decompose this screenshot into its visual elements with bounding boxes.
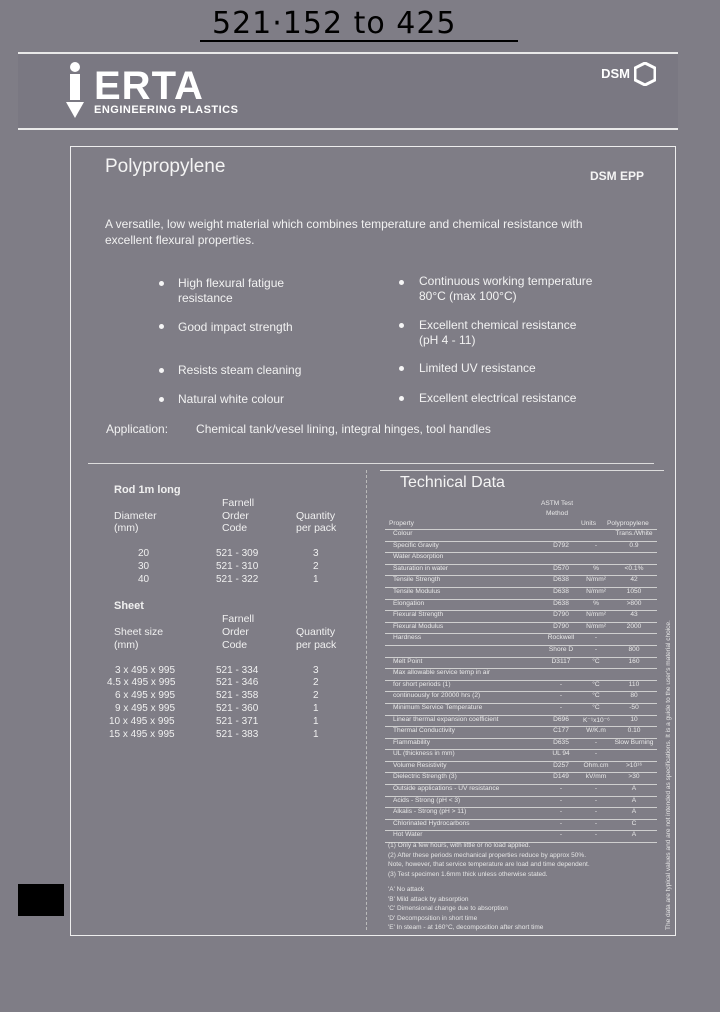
tech-method: - bbox=[559, 831, 563, 839]
tech-property: Saturation in water bbox=[393, 564, 448, 572]
application-line bbox=[106, 422, 491, 436]
side-disclaimer: The data are typical values and are not intended as specifications. It is a guide to the user's material choice. bbox=[665, 620, 672, 930]
rod-col2-line3: Code bbox=[222, 522, 248, 534]
tech-value: 0.9 bbox=[629, 541, 639, 549]
tech-value: <0.1% bbox=[624, 564, 644, 572]
tech-method: UL 94 bbox=[552, 750, 570, 758]
tech-method: - bbox=[559, 796, 563, 804]
tech-row bbox=[385, 727, 657, 739]
tech-units: - bbox=[594, 645, 598, 653]
tech-row bbox=[385, 762, 657, 774]
sheet-size: 4.5 x 495 x 995 bbox=[107, 677, 176, 688]
side-disclaimer-box bbox=[665, 500, 677, 930]
tech-method: Rockwell bbox=[547, 634, 575, 642]
note-line: 'E' In steam - at 160°C, decomposition after short time bbox=[388, 924, 544, 931]
header-units: Units bbox=[581, 520, 597, 527]
technical-notes bbox=[388, 841, 668, 933]
feature-item: Limited UV resistance bbox=[419, 361, 536, 375]
tech-units: - bbox=[594, 750, 598, 758]
tech-value: 110 bbox=[628, 680, 640, 688]
rod-col2-line1: Farnell bbox=[222, 497, 255, 509]
tech-value: 43 bbox=[630, 611, 638, 619]
tech-method: - bbox=[559, 692, 563, 700]
sheet-code: 521 - 371 bbox=[216, 716, 259, 727]
bullet-icon bbox=[399, 366, 404, 371]
rod-qty: 1 bbox=[313, 574, 319, 585]
tech-method: D635 bbox=[553, 738, 569, 746]
tech-value: 1050 bbox=[626, 587, 642, 595]
sheet-col2-line2: Order bbox=[222, 626, 249, 638]
tech-row bbox=[385, 692, 657, 704]
feature-item: Excellent electrical resistance bbox=[419, 391, 577, 405]
rod-code: 521 - 322 bbox=[216, 574, 259, 585]
tech-value: >800 bbox=[626, 599, 642, 607]
tech-property: continuously for 20000 hrs (2) bbox=[393, 692, 481, 700]
tech-row bbox=[385, 553, 657, 565]
sheet-code: 521 - 346 bbox=[216, 677, 259, 688]
bullet-icon bbox=[399, 396, 404, 401]
tech-property: Flexural Strength bbox=[393, 611, 444, 619]
feature-item: High flexural fatigue resistance bbox=[178, 276, 285, 305]
rod-col3-line1: Quantity bbox=[296, 510, 336, 522]
tech-property: Hot Water bbox=[393, 831, 423, 839]
tech-units: % bbox=[593, 564, 599, 572]
tech-row bbox=[385, 716, 657, 728]
tech-row bbox=[385, 588, 657, 600]
logo-banner bbox=[18, 52, 678, 130]
tech-units: - bbox=[594, 738, 598, 746]
tech-units: °C bbox=[592, 692, 600, 700]
tech-method: D257 bbox=[553, 761, 569, 769]
sheet-qty: 1 bbox=[313, 716, 319, 727]
tech-units: °C bbox=[592, 703, 600, 711]
tech-row bbox=[385, 658, 657, 670]
bullet-icon bbox=[159, 281, 164, 286]
tech-row bbox=[385, 739, 657, 751]
tech-property: Hardness bbox=[393, 634, 422, 642]
tech-value: Slow Burning bbox=[614, 738, 654, 746]
feature-item: Resists steam cleaning bbox=[178, 363, 302, 377]
tech-value: -50 bbox=[629, 703, 639, 711]
erta-logo-icon bbox=[58, 60, 92, 120]
tech-property: UL (thickness in mm) bbox=[393, 750, 455, 758]
rod-col1-line2: (mm) bbox=[114, 522, 139, 534]
sheet-qty: 2 bbox=[313, 690, 319, 701]
sheet-size: 6 x 495 x 995 bbox=[115, 690, 176, 701]
rod-size: 40 bbox=[138, 574, 150, 585]
tech-row bbox=[385, 600, 657, 612]
tech-method: D570 bbox=[553, 564, 569, 572]
tech-value: C bbox=[631, 819, 637, 827]
application-text: Chemical tank/vesel lining, integral hinges, tool handles bbox=[196, 422, 491, 436]
tech-value: A bbox=[631, 796, 637, 804]
supplier-label: DSM EPP bbox=[590, 169, 645, 183]
column-divider bbox=[366, 470, 367, 930]
tech-property: Flexural Modulus bbox=[393, 622, 444, 630]
tech-row bbox=[385, 634, 657, 646]
bullet-icon bbox=[399, 323, 404, 328]
tech-units: - bbox=[594, 634, 598, 642]
technical-title: Technical Data bbox=[400, 474, 505, 491]
handwritten-underline bbox=[200, 40, 518, 42]
note-line: 'A' No attack bbox=[388, 886, 425, 893]
note-line: (3) Test specimen 1.6mm thick unless otherwise stated. bbox=[388, 870, 548, 878]
tech-value: 42 bbox=[630, 576, 638, 584]
rod-qty: 3 bbox=[313, 548, 319, 559]
sheet-size: 9 x 495 x 995 bbox=[115, 703, 176, 714]
sheet-heading: Sheet bbox=[114, 600, 144, 612]
header-property: Property bbox=[389, 520, 414, 527]
tech-row bbox=[385, 808, 657, 820]
rod-code: 521 - 310 bbox=[216, 561, 259, 572]
bullet-icon bbox=[399, 280, 404, 285]
tech-row bbox=[385, 704, 657, 716]
note-line: (1) Only a few hours, with little or no load applied. bbox=[388, 842, 531, 849]
feature-item: Excellent chemical resistance (pH 4 - 11) bbox=[419, 318, 577, 347]
tech-property: Flammability bbox=[393, 738, 431, 746]
brand-tagline: ENGINEERING PLASTICS bbox=[94, 104, 239, 116]
tech-method: D790 bbox=[553, 622, 569, 630]
tech-units: W/K.m bbox=[586, 727, 606, 735]
bullet-icon bbox=[159, 397, 164, 402]
note-line: 'C' Dimensional change due to absorption bbox=[388, 905, 508, 912]
tech-property: for short periods (1) bbox=[393, 680, 451, 688]
tech-units: - bbox=[594, 796, 598, 804]
tech-property: Colour bbox=[393, 530, 413, 537]
tech-value: >30 bbox=[628, 773, 640, 781]
tech-property: Volume Resistivity bbox=[393, 761, 447, 769]
tech-value: 80 bbox=[630, 692, 638, 700]
rod-code: 521 - 309 bbox=[216, 548, 259, 559]
sheet-col3-line1: Quantity bbox=[296, 626, 336, 638]
tech-method: Shore D bbox=[548, 645, 574, 653]
rod-col2-line2: Order bbox=[222, 510, 249, 522]
sheet-code: 521 - 334 bbox=[216, 665, 259, 676]
tech-row bbox=[385, 565, 657, 577]
tech-value: 0.10 bbox=[627, 727, 641, 735]
technical-table bbox=[385, 530, 657, 843]
feature-item: Continuous working temperature 80°C (max 100°C) bbox=[419, 274, 593, 303]
tech-method: D696 bbox=[553, 715, 569, 723]
tech-method: - bbox=[559, 703, 563, 711]
sheet-code: 521 - 383 bbox=[216, 729, 259, 740]
tech-method: C177 bbox=[553, 727, 569, 735]
tech-property: Minimum Service Temperature bbox=[393, 703, 483, 711]
tech-property: Dielectric Strength (3) bbox=[393, 773, 457, 781]
rod-qty: 2 bbox=[313, 561, 319, 572]
tech-property: Specific Gravity bbox=[393, 541, 439, 549]
feature-item: Good impact strength bbox=[178, 320, 293, 334]
tech-property: Tensile Strength bbox=[393, 576, 441, 584]
tech-property: Thermal Conductivity bbox=[393, 727, 455, 735]
sheet-size: 10 x 495 x 995 bbox=[109, 716, 175, 727]
tech-row bbox=[385, 646, 657, 658]
sheet-qty: 2 bbox=[313, 677, 319, 688]
sheet-code: 521 - 360 bbox=[216, 703, 259, 714]
intro-text: A versatile, low weight material which combines temperature and chemical resistance with excellent flexural properties. bbox=[105, 217, 583, 247]
note-line: Note, however, that service temperature are load and time dependent. bbox=[388, 861, 590, 868]
tech-units: kV/mm bbox=[585, 773, 607, 781]
tech-method: D792 bbox=[553, 541, 569, 549]
tech-row bbox=[385, 669, 657, 681]
tech-method: D3117 bbox=[551, 657, 571, 665]
tech-method: D638 bbox=[553, 587, 569, 595]
tech-value: 800 bbox=[628, 645, 640, 653]
rod-size: 20 bbox=[138, 548, 150, 559]
sheet-qty: 3 bbox=[313, 665, 319, 676]
sheet-qty: 1 bbox=[313, 703, 319, 714]
note-line: 'B' Mild attack by absorption bbox=[388, 895, 469, 903]
rod-heading: Rod 1m long bbox=[114, 484, 181, 496]
note-line: 'D' Decomposition in short time bbox=[388, 914, 478, 922]
tech-value: A bbox=[631, 831, 637, 839]
tech-property: Linear thermal expansion coefficient bbox=[393, 715, 499, 723]
handwritten-order-range: 521·152 to 425 bbox=[212, 6, 457, 41]
tech-row bbox=[385, 611, 657, 623]
sheet-col2-line3: Code bbox=[222, 639, 248, 651]
tech-property: Acids - Strong (pH < 3) bbox=[393, 796, 461, 804]
tech-method: D638 bbox=[553, 599, 569, 607]
tech-units: °C bbox=[592, 657, 600, 665]
tech-value: A bbox=[631, 785, 637, 793]
sheet-col3-line2: per pack bbox=[296, 639, 337, 651]
tech-units: - bbox=[594, 819, 598, 827]
sheet-col1-line1: Sheet size bbox=[114, 626, 164, 638]
tech-value: A bbox=[631, 808, 637, 816]
header-material: Polypropylene bbox=[607, 520, 649, 527]
tech-method: D149 bbox=[553, 773, 569, 781]
rod-size: 30 bbox=[138, 561, 150, 572]
tech-method: - bbox=[559, 819, 563, 827]
header-method: ASTM Test Method bbox=[540, 500, 574, 517]
tech-units: N/mm² bbox=[586, 611, 606, 619]
tech-row bbox=[385, 797, 657, 809]
tech-property: Alkalis - Strong (pH > 11) bbox=[393, 808, 467, 816]
binding-mark bbox=[18, 884, 64, 916]
tech-units: - bbox=[594, 785, 598, 793]
dsm-logo-icon bbox=[634, 62, 656, 86]
tech-method: - bbox=[559, 785, 563, 793]
tech-row bbox=[385, 773, 657, 785]
tech-header bbox=[385, 497, 657, 530]
rod-col1-line1: Diameter bbox=[114, 510, 157, 522]
sheet-code: 521 - 358 bbox=[216, 690, 259, 701]
tech-units: N/mm² bbox=[586, 622, 606, 630]
application-label: Application: bbox=[106, 422, 169, 436]
bullet-icon bbox=[159, 324, 164, 329]
tech-units: - bbox=[594, 541, 598, 549]
tech-row bbox=[385, 681, 657, 693]
section-divider bbox=[88, 463, 654, 464]
tech-units: - bbox=[594, 808, 598, 816]
tech-property: Tensile Modulus bbox=[393, 587, 441, 595]
tech-row bbox=[385, 530, 657, 542]
sheet-col1-line2: (mm) bbox=[114, 639, 139, 651]
bullet-icon bbox=[159, 368, 164, 373]
tech-property: Elongation bbox=[393, 599, 425, 607]
tech-units: N/mm² bbox=[586, 587, 606, 595]
feature-item: Natural white colour bbox=[178, 392, 285, 406]
page-title: Polypropylene bbox=[105, 156, 226, 177]
tech-method: - bbox=[559, 808, 563, 816]
tech-property: Melt Point bbox=[393, 657, 423, 665]
tech-value: Trans./White bbox=[615, 530, 653, 537]
tech-units: N/mm² bbox=[586, 576, 606, 584]
note-line: (2) After these periods mechanical properties reduce by approx 50%. bbox=[388, 851, 586, 859]
tech-property: Chlorinated Hydrocarbons bbox=[393, 819, 470, 827]
tech-row bbox=[385, 820, 657, 832]
tech-value: >10¹⁶ bbox=[625, 761, 643, 769]
tech-property: Max allowable service temp in air bbox=[393, 669, 491, 677]
tech-row bbox=[385, 542, 657, 554]
tech-units: °C bbox=[592, 680, 600, 688]
tech-box-top bbox=[380, 470, 664, 471]
sheet-size: 3 x 495 x 995 bbox=[115, 665, 176, 676]
tech-value: 160 bbox=[628, 657, 640, 665]
tech-row bbox=[385, 750, 657, 762]
sheet-col2-line1: Farnell bbox=[222, 613, 255, 625]
tech-row bbox=[385, 785, 657, 797]
tech-method: D638 bbox=[553, 576, 569, 584]
tech-units: Ohm.cm bbox=[583, 761, 609, 769]
sheet-size: 15 x 495 x 995 bbox=[109, 729, 175, 740]
tech-row bbox=[385, 623, 657, 635]
tech-method: D790 bbox=[553, 611, 569, 619]
tech-property: Outside applications - UV resistance bbox=[393, 785, 500, 793]
partner-name: DSM bbox=[601, 66, 630, 81]
rod-col3-line2: per pack bbox=[296, 522, 337, 534]
tech-method: - bbox=[559, 680, 563, 688]
tech-row bbox=[385, 576, 657, 588]
tech-value: 10 bbox=[630, 715, 638, 723]
tech-property: Water Absorption bbox=[393, 553, 444, 561]
brand-name: ERTA bbox=[94, 64, 204, 108]
tech-units: K⁻¹x10⁻⁶ bbox=[583, 716, 610, 724]
tech-value: 2000 bbox=[626, 622, 642, 630]
sheet-qty: 1 bbox=[313, 729, 319, 740]
tech-units: - bbox=[594, 831, 598, 839]
tech-units: % bbox=[593, 599, 599, 607]
